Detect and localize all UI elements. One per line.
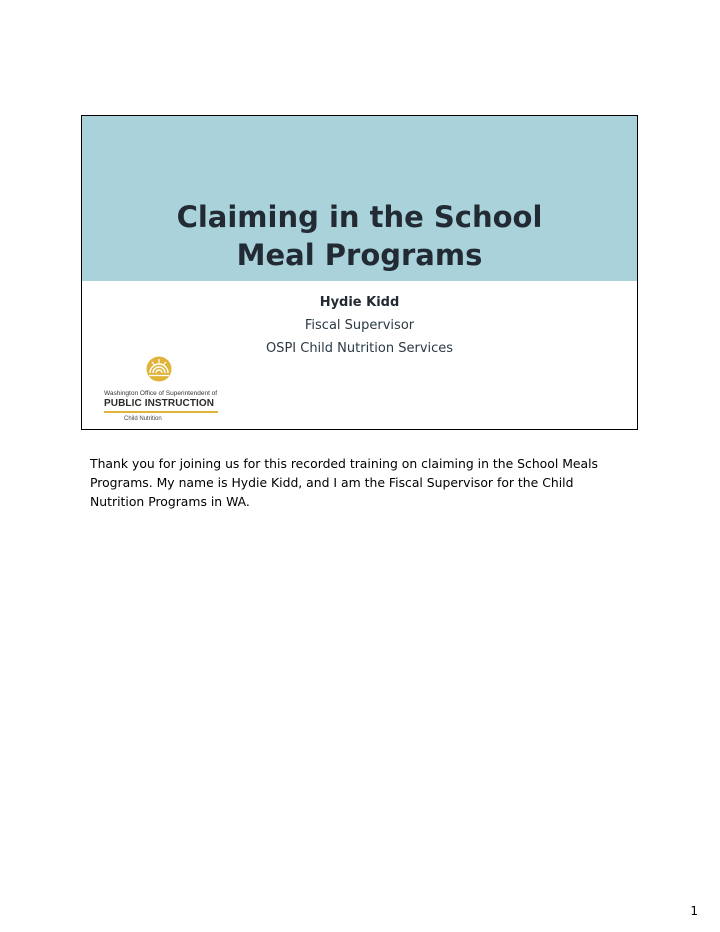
presenter-organization: OSPI Child Nutrition Services [265, 341, 454, 356]
ospi-sun-logo-icon [146, 356, 172, 382]
logo-child-nutrition-text: Child Nutrition [124, 416, 162, 422]
presenter-name: Hydie Kidd [319, 295, 400, 310]
presenter-block [82, 292, 637, 360]
page-number: 1 [690, 904, 698, 918]
slide-title [82, 198, 637, 274]
logo-public-instruction-text: PUBLIC INSTRUCTION [104, 398, 215, 409]
slide-header-band [82, 116, 637, 281]
ospi-logo [102, 354, 222, 426]
speaker-notes: Thank you for joining us for this recorded training on claiming in the School Meals Programs. My name is Hydie Kidd, and I am the Fiscal Supervisor for the Child Nutrition Programs in WA. [90, 456, 599, 509]
slide-title-line1: Claiming in the School [176, 200, 543, 234]
slide-thumbnail [81, 115, 638, 430]
presenter-role: Fiscal Supervisor [304, 318, 415, 333]
slide-title-line2: Meal Programs [236, 238, 483, 272]
logo-agency-text: Washington Office of Superintendent of [104, 390, 218, 397]
logo-divider [104, 411, 218, 413]
